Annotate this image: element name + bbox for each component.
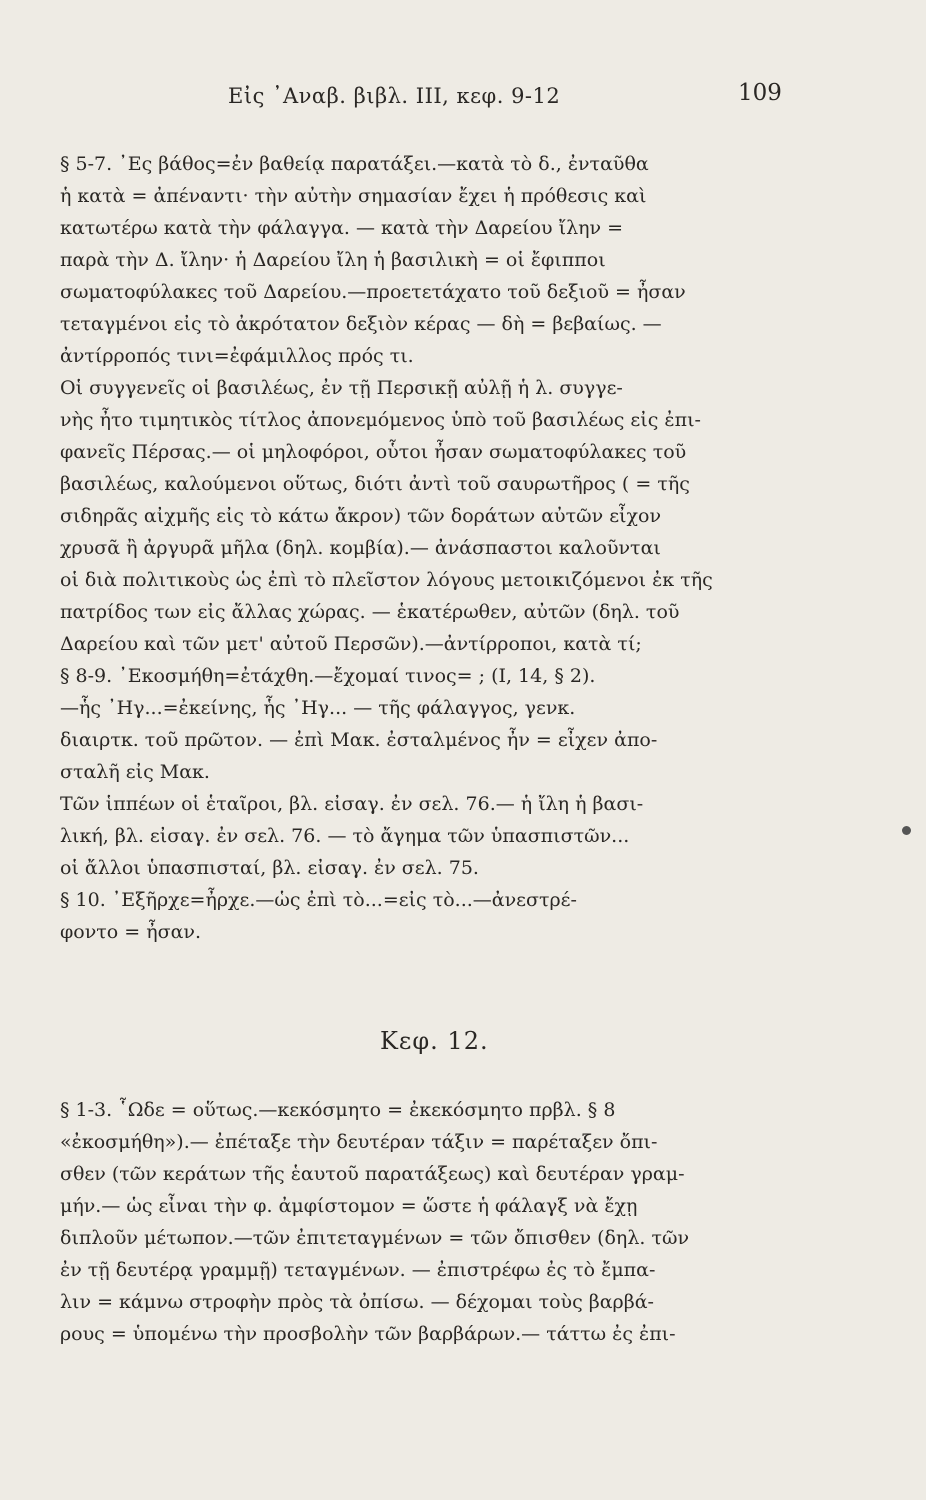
ink-dot <box>902 826 911 835</box>
chapter-heading: Κεφ. 12. <box>380 1027 489 1055</box>
text-line: φοντο = ἦσαν. <box>60 921 202 943</box>
text-line: διπλοῦν μέτωπον.—τῶν ἐπιτεταγμένων = τῶν ὄπισθεν (δηλ. τῶν <box>60 1227 689 1249</box>
commentary-block-ch12 <box>60 1094 812 1350</box>
text-line: διαιρτκ. τοῦ πρῶτον. — ἐπὶ Μακ. ἐσταλμένος ἦν = εἶχεν ἀπο- <box>60 729 658 751</box>
commentary-block-ch11 <box>60 148 812 948</box>
text-line: § 1-3. ῟Ωδε = οὕτως.—κεκόσμητο = ἐκεκόσμητο πρβλ. § 8 <box>60 1099 616 1121</box>
text-line: πατρίδος των εἰς ἄλλας χώρας. — ἑκατέρωθεν, αὐτῶν (δηλ. τοῦ <box>60 601 680 623</box>
text-line: σωματοφύλακες τοῦ Δαρείου.—προετετάχατο τοῦ δεξιοῦ = ἦσαν <box>60 281 686 303</box>
text-line: Δαρείου καὶ τῶν μετ' αὐτοῦ Περσῶν).—ἀντίρροποι, κατὰ τί; <box>60 633 642 655</box>
text-line: «ἐκοσμήθη»).— ἐπέταξε τὴν δευτέραν τάξιν = παρέταξεν ὄπι- <box>60 1131 658 1153</box>
text-line: λιν = κάμνω στροφὴν πρὸς τὰ ὀπίσω. — δέχομαι τοὺς βαρβά- <box>60 1291 654 1313</box>
text-line: σθεν (τῶν κεράτων τῆς ἑαυτοῦ παρατάξεως) καὶ δευτέραν γραμ- <box>60 1163 685 1185</box>
text-line: παρὰ τὴν Δ. ἴλην· ἡ Δαρείου ἴλη ἡ βασιλικὴ = οἱ ἔφιπποι <box>60 249 606 271</box>
text-line: κατωτέρω κατὰ τὴν φάλαγγα. — κατὰ τὴν Δαρείου ἴλην = <box>60 217 624 239</box>
text-line: φανεῖς Πέρσας.— οἱ μηλοφόροι, οὗτοι ἦσαν σωματοφύλακες τοῦ <box>60 441 687 463</box>
text-line: —ἧς ᾿Ηγ...=ἐκείνης, ἧς ᾿Ηγ... — τῆς φάλαγγος, γενκ. <box>60 697 576 719</box>
text-line: οἱ διὰ πολιτικοὺς ὡς ἐπὶ τὸ πλεῖστον λόγους μετοικιζόμενοι ἐκ τῆς <box>60 569 713 591</box>
text-line: λική, βλ. εἰσαγ. ἐν σελ. 76. — τὸ ἄγημα τῶν ὑπασπιστῶν... <box>60 825 630 847</box>
text-line: σταλῆ εἰς Μακ. <box>60 761 210 783</box>
text-line: τεταγμένοι εἰς τὸ ἀκρότατον δεξιὸν κέρας — δὴ = βεβαίως. — <box>60 313 662 335</box>
text-line: ρους = ὑπομένω τὴν προσβολὴν τῶν βαρβάρων.— τάττω ἐς ἐπι- <box>60 1323 676 1345</box>
text-line: § 8-9. ᾿Εκοσμήθη=ἐτάχθη.—ἔχομαί τινος= ; (Ι, 14, § 2). <box>60 665 596 687</box>
text-line: οἱ ἄλλοι ὑπασπισταί, βλ. εἰσαγ. ἐν σελ. 75. <box>60 857 479 879</box>
page-number: 109 <box>738 80 782 106</box>
text-line: ἡ κατὰ = ἀπέναντι· τὴν αὐτὴν σημασίαν ἔχει ἡ πρόθεσις καὶ <box>60 185 647 207</box>
text-line: Οἱ συγγενεῖς οἱ βασιλέως, ἐν τῇ Περσικῇ αὐλῇ ἡ λ. συγγε- <box>60 377 623 399</box>
text-line: Τῶν ἱππέων οἱ ἑταῖροι, βλ. εἰσαγ. ἐν σελ. 76.— ἡ ἴλη ἡ βασι- <box>60 793 644 815</box>
text-line: σιδηρᾶς αἰχμῆς εἰς τὸ κάτω ἄκρον) τῶν δοράτων αὐτῶν εἶχον <box>60 505 661 527</box>
text-line: § 5-7. ᾿Ες βάθος=ἐν βαθείᾳ παρατάξει.—κατὰ τὸ δ., ἐνταῦθα <box>60 153 649 175</box>
running-head: Εἰς ᾿Αναβ. βιβλ. ΙΙΙ, κεφ. 9-12 <box>228 84 561 108</box>
text-line: μήν.— ὡς εἶναι τὴν φ. ἀμφίστομον = ὥστε ἡ φάλαγξ νὰ ἔχῃ <box>60 1195 638 1217</box>
text-line: νὴς ἦτο τιμητικὸς τίτλος ἀπονεμόμενος ὑπὸ τοῦ βασιλέως εἰς ἐπι- <box>60 409 701 431</box>
text-line: βασιλέως, καλούμενοι οὕτως, διότι ἀντὶ τοῦ σαυρωτῆρος ( = τῆς <box>60 473 690 495</box>
text-line: ἐν τῇ δευτέρᾳ γραμμῇ) τεταγμένων. — ἐπιστρέφω ἐς τὸ ἔμπα- <box>60 1259 656 1281</box>
text-line: ἀντίρροπός τινι=ἐφάμιλλος πρός τι. <box>60 345 414 367</box>
text-line: § 10. ᾿Εξῆρχε=ἦρχε.—ὡς ἐπὶ τὸ...=εἰς τὸ...—ἀνεστρέ- <box>60 889 577 911</box>
text-line: χρυσᾶ ἢ ἀργυρᾶ μῆλα (δηλ. κομβία).— ἀνάσπαστοι καλοῦνται <box>60 537 661 559</box>
